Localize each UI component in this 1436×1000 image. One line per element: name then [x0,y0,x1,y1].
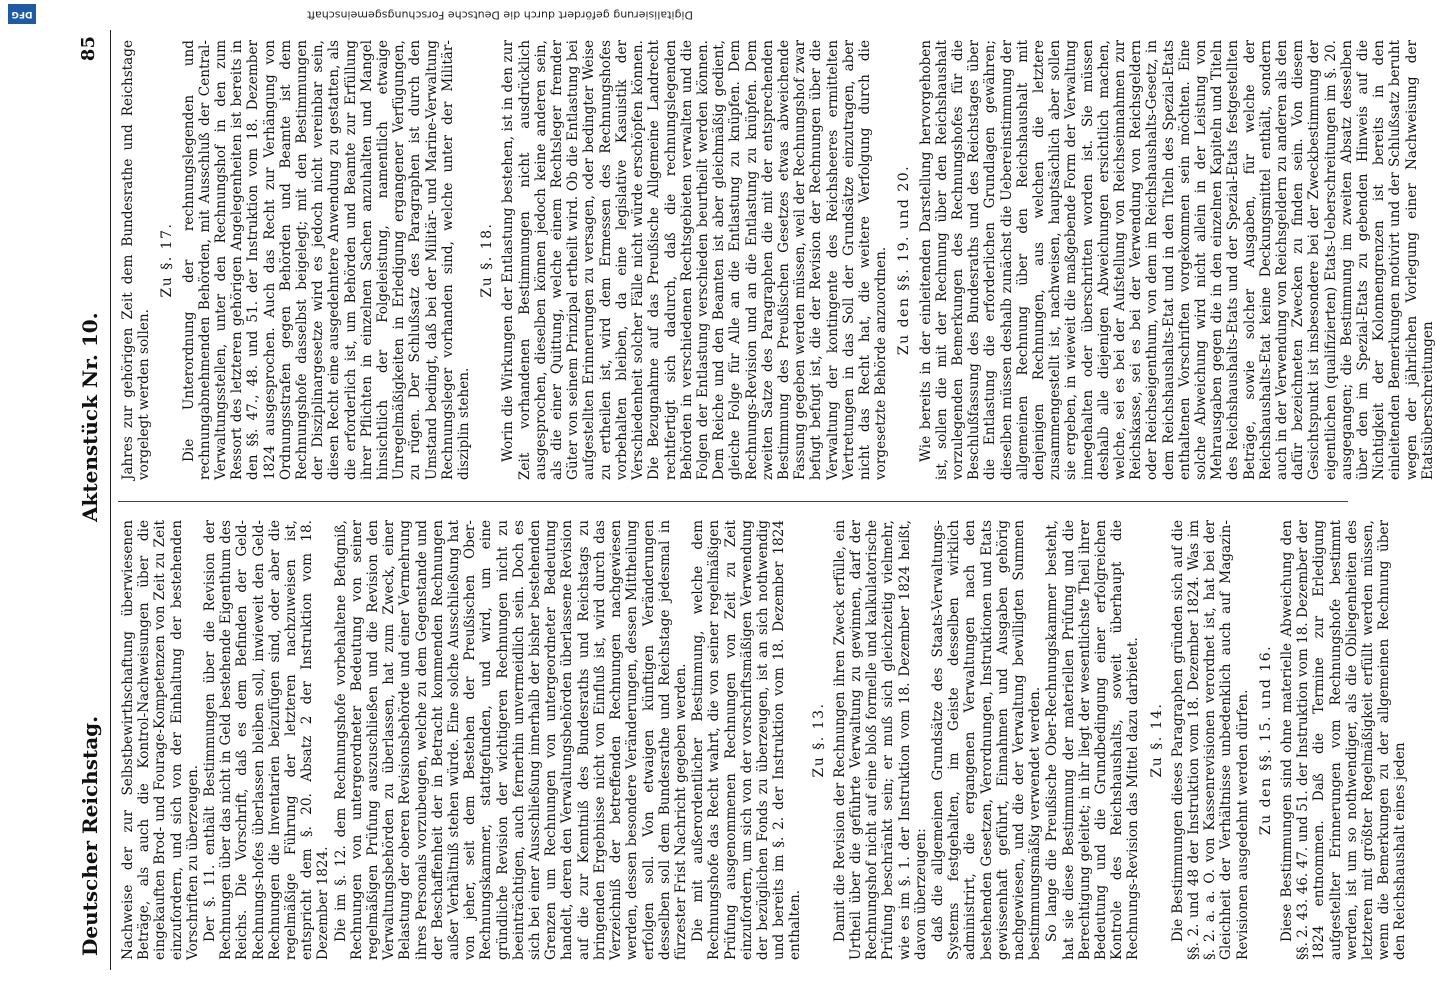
section-heading: Zu §. 18. [479,222,496,298]
running-head [78,26,108,974]
section-heading: Zu §. 17. [159,222,176,298]
dfg-logo-text: DFG [11,9,33,19]
paragraph: Jahres zur gehörigen Zeit dem Bundesrathe und Reichstage vorgelegt werden sollen. [120,40,153,480]
paragraph: Damit die Revision der Rechnungen ihren Zweck erfülle, ein Urtheil über die geführte Verwaltung zu gewinnen, darf der Rechnungshof nicht auf eine bloß formelle und kalkulatorische Prüfung beschränkt sein; er muß sich gleichzeitig vielmehr, wie es im §. 1. der Instruktion vom 18. Dezember 1824 heißt, davon überzeugen: [831,520,929,960]
paragraph: Die mit außerordentlicher Bestimmung, welche dem Rechnungshofe das Recht wahrt, die von seiner regelmäßigen Prüfung ausgenommenen Rechnungen von Zeit zu Zeit einzufordern, um sich von der vorschriftsmäßigen Verwendung der bezüglichen Fonds zu überzeugen, ist an sich nothwendig und bereits im §. 2. der Instruktion vom 18. Dezember 1824 enthalten. [690,520,804,960]
page-number: 85 [78,36,99,62]
dfg-logo [8,4,36,24]
column-divider [118,501,1348,502]
section-heading: Zu den §§. 19. und 20. [896,164,913,356]
right-column [120,40,1436,480]
header-rule [110,30,111,970]
paragraph: daß die allgemeinen Grundsätze des Staats-Verwaltungs-Systems festgehalten, im Geiste desselben wirklich administrirt, die ergangenen Verwaltungen nach den bestehenden Gesetzen, Verordnungen, Instruktionen und Etats gewissenhaft geführt, Einnahmen und Ausgaben gehörig nachgewiesen, und die der Verwaltung bewilligten Summen bestimmungsmäßig verwendet werden. [929,520,1044,960]
section-heading: Zu den §§. 15. und 16. [1257,644,1274,836]
running-head-center: Aktenstück Nr. 10. [78,312,102,522]
paragraph: Wie bereits in der einleitenden Darstellung hervorgehoben ist, sollen die mit der Rechnung über den Reichshaushalt vorzulegenden Bemerkungen des Rechnungshofes für die Beschlußfassung des Bundesraths und des Reichstages über die Entlastung die erforderlichen Grundlagen gewähren; dieselben müssen deshalb zunächst die Uebereinstimmung der allgemeinen Rechnung über den Reichshaushalt mit denjenigen Rechnungen, aus welchen die letztere zusammengestellt ist, nachweisen, hauptsächlich aber sollen sie ergeben, in wieweit die maßgebende Form der Verwaltung innegehalten oder überschritten worden ist. Sie müssen deshalb alle diejenigen Abweichungen ersichtlich machen, welche, sei es bei der Aufstellung von Reichseinnahmen zur Reichskasse, sei es bei der Verwendung von Reichsgeldern oder Reichseigenthum, von dem im Reichshaushalts-Gesetz, in dem Reichshaushalts-Etat und in den Titeln des Spezial-Etats enthaltenen Vorschriften vorgekommen sein möchten. Eine solche Abweichung wird nicht allein in der Leistung von Mehrausgaben gegen die in den einzelnen Kapiteln und Titeln des Reichshaushalts-Etats und der Spezial-Etats festgestellten Beträge, sowie solcher Ausgaben, für welche der Reichshaushalts-Etat keine Deckungsmittel enthält, sondern auch in der Verwendung von Reichsgeldern zu anderen als den dafür bezeichneten Zwecken zu finden sein. Von diesem Gesichtspunkt ist insbesondere bei der Zweckbestimmung der eigentlichen (qualifizierten) Etats-Ueberschreitungen im §. 20. ausgegangen; die Bestimmung im zweiten Absatz desselben über den im Spezial-Etats zu gebenden Hinweis auf die Nichtigkeit der Kolonnengrenzen ist bereits in den einleitenden Bemerkungen motivirt und der Schlußsatz beruht wegen der jährlichen Vorlegung einer Nachweisung der Etatsüberschreitungen [917,40,1436,480]
paragraph: Worin die Wirkungen der Entlastung bestehen, ist in den zur Zeit vorhandenen Bestimmungen nicht ausdrücklich ausgesprochen, dieselben können jedoch keine anderen sein, als die einer Quittung, welche einem Rechtsleger fremder Güter von seinem Prinzipal ertheilt wird. Ob die Entlastung bei aufgestellten Erinnerungen zu versagen, oder bedingter Weise zu ertheilen ist, wird dem Ermessen des Rechnungshofes vorbehalten bleiben, da eine legislative Kasuistik der Verschiedenheit solcher Fälle nicht würde erschöpfen können. Die Bezugnahme auf das Preußische Allgemeine Landrecht rechtfertigt sich dadurch, daß die rechnungslegenden Behörden in verschiedenen Rechtsgebieten verwalten und die Folgen der Entlastung verschieden beurtheilt werden können. Dem Reiche und den Beamten ist aber gleichmäßig gedient, gleiche Folge für Alle an die Entlastung zu knüpfen. Dem Rechnungs-Revision und an die Entlastung zu knüpfen. Dem zweiten Satze des Paragraphen die mit der entsprechenden Bestimmung des Preußischen Gesetzes etwas abweichende Fassung gegeben werden müssen, weil der Rechnungshof zwar befugt befugt ist, die der Revision der Rechnungen über die Verwaltung der kontingente des Reichsheeres ermittelten Vertretungen in das Soll der Grundsätze einzutragen, aber nicht das Recht hat, die weitere Verfolgung durch die vorgesetzte Behörde anzuordnen. [500,40,890,480]
paragraph: So lange die Preußische Ober-Rechnungskammer besteht, hat sie diese Bestimmung der materiellen Prüfung und die Berechtigung geleitet; in ihr liegt der wesentlichste Theil ihrer Bedeutung und die Grundbedingung einer erfolgreichen Kontrole des Reichshaushalts, soweit überhaupt die Rechnungs-Revision das Mittel dazu darbietet. [1044,520,1142,960]
paragraph: Nachweise der zur Selbstbewirthschaftung überwiesenen Beträge, als auch die Kontrol-Nachweisungen über die eingekauften Brod- und Fourage-Kompetenzen von Zeit zu Zeit einzufordern, und sich von der Einhaltung der bestehenden Vorschriften zu überzeugen. [120,520,201,960]
digitization-note-text: Digitalisierung gefördert durch die Deutsche Forschungsgemeinschaft [307,8,693,22]
paragraph: Die Unterordnung der rechnungslegenden und rechnungabnehmenden Behörden, mit Ausschluß der Central-Verwaltungsstellen, unter den Rechnungshof in den zum Ressort des letzteren gehörigen Angelegenheiten ist bereits in den §§. 47., 48. und 51. der Instruktion vom 18. Dezember 1824 ausgesprochen. Auch das Recht zur Verhängung von Ordnungsstrafen gegen Behörden und Beamte ist dem Rechnungshofe dasselbst beigelegt; mit den Bestimmungen der Disziplinargesetze wird es jedoch nicht vereinbar sein, diesen Recht eine ausgedehntere Anwendung zu gestatten, als die erforderlich ist, um Behörden und Beamte zur Erfüllung ihrer Pflichten in einzelnen Sachen anzuhalten und Mangel hinsichtlich der Folgeleistung, namentlich etwaige Unregelmäßigkeiten in Erledigung ergangener Verfügungen, zu rügen. Der Schlußsatz des Paragraphen ist durch den Umstand bedingt, daß bei der Militär- und Marine-Verwaltung Rechnungsleger vorhanden sind, welche unter der Militär-disziplin stehen. [180,40,473,480]
paragraph: Die Bestimmungen dieses Paragraphen gründen sich auf die §§. 2. und 48 der Instruktion vom 18. Dezember 1824. Was im §. 2. a. a. O. von Kassenrevisionen verordnet ist, hat bei der Gleichheit der Verhältnisse unbedenklich auch auf Magazin-Revisionen ausgedehnt werden dürfen. [1169,520,1251,960]
paragraph: Diese Bestimmungen sind ohne materielle Abweichung den §§. 2. 43. 46. 47. und 51. der Instruktion vom 18. Dezember der 1824 entnommen. Daß die Termine zur Erledigung aufgestellter Erinnerungen vom Rechnungshofe bestimmt werden, ist um so nothwendiger, als die Obliegenheiten des letzteren mit größter Regelmäßigkeit erfüllt werden müssen, wenn die Bemerkungen zu der allgemeinen Rechnung über den Reichshaushalt eines jeden [1279,520,1409,960]
left-column [120,520,1409,960]
section-heading: Zu §. 14. [1148,702,1165,778]
digitization-note [40,4,960,26]
running-head-left: Deutscher Reichstag. [78,715,102,956]
paragraph: Die im §. 12. dem Rechnungshofe vorbehaltene Befugniß, Rechnungen von untergeordneter Bedeutung von seiner regelmäßigen Prüfung auszuschließen und die Revision den Verwaltungsbehörden zu überlassen, hat zum Zweck, einer Belastung der oberen Revisionsbehörde und einer Vermehrung ihres Personals vorzubeugen, welche zu dem Gegenstande und der Beschaffenheit der in Betracht kommenden Rechnungen außer Verhältniß stehen würde. Eine solche Ausschließung hat von jeher, seit dem Bestehen der Preußischen Ober-Rechnungskammer, stattgefunden, und wird, um eine gründliche Revision der wichtigeren Rechnungen nicht zu beeinträchtigen, auch fernerhin unvermeidlich sein. Doch es sich bei einer Ausschließung innerhalb der bisher bestehenden Grenzen um Rechnungen von untergeordneter Bedeutung handelt, deren den Verwaltungsbehörden überlassene Revision auf die zur Kenntniß des Bundesraths und Reichstags zu bringenden Ergebnisse nicht von Einfluß ist, wird durch das Verzeichniß der betreffenden Rechnungen nachgewiesen werden, dessen besondere Veränderungen, dessen Mittheilung erfolgen soll. Von etwaigen künftigen Veränderungen desselben soll dem Bundesrathe und Reichstage jedesmal in fürzester Frist Nachricht gegeben werden. [332,520,689,960]
section-heading: Zu §. 13. [810,702,827,778]
paragraph: Der §. 11. enthält Bestimmungen über die Revision der Rechnungen über das nicht in Geld bestehende Eigenthum des Reichs. Die Vorschrift, daß es dem Befinden der Geld-Rechnungs-hofes überlassen bleiben soll, inwieweit den Geld-Rechnungen die Inventarien beizufügen sind, oder aber die regelmäßige Führung der letzteren nachzuweisen ist, entspricht dem §. 20. Absatz 2 der Instruktion vom 18. Dezember 1824. [202,520,332,960]
